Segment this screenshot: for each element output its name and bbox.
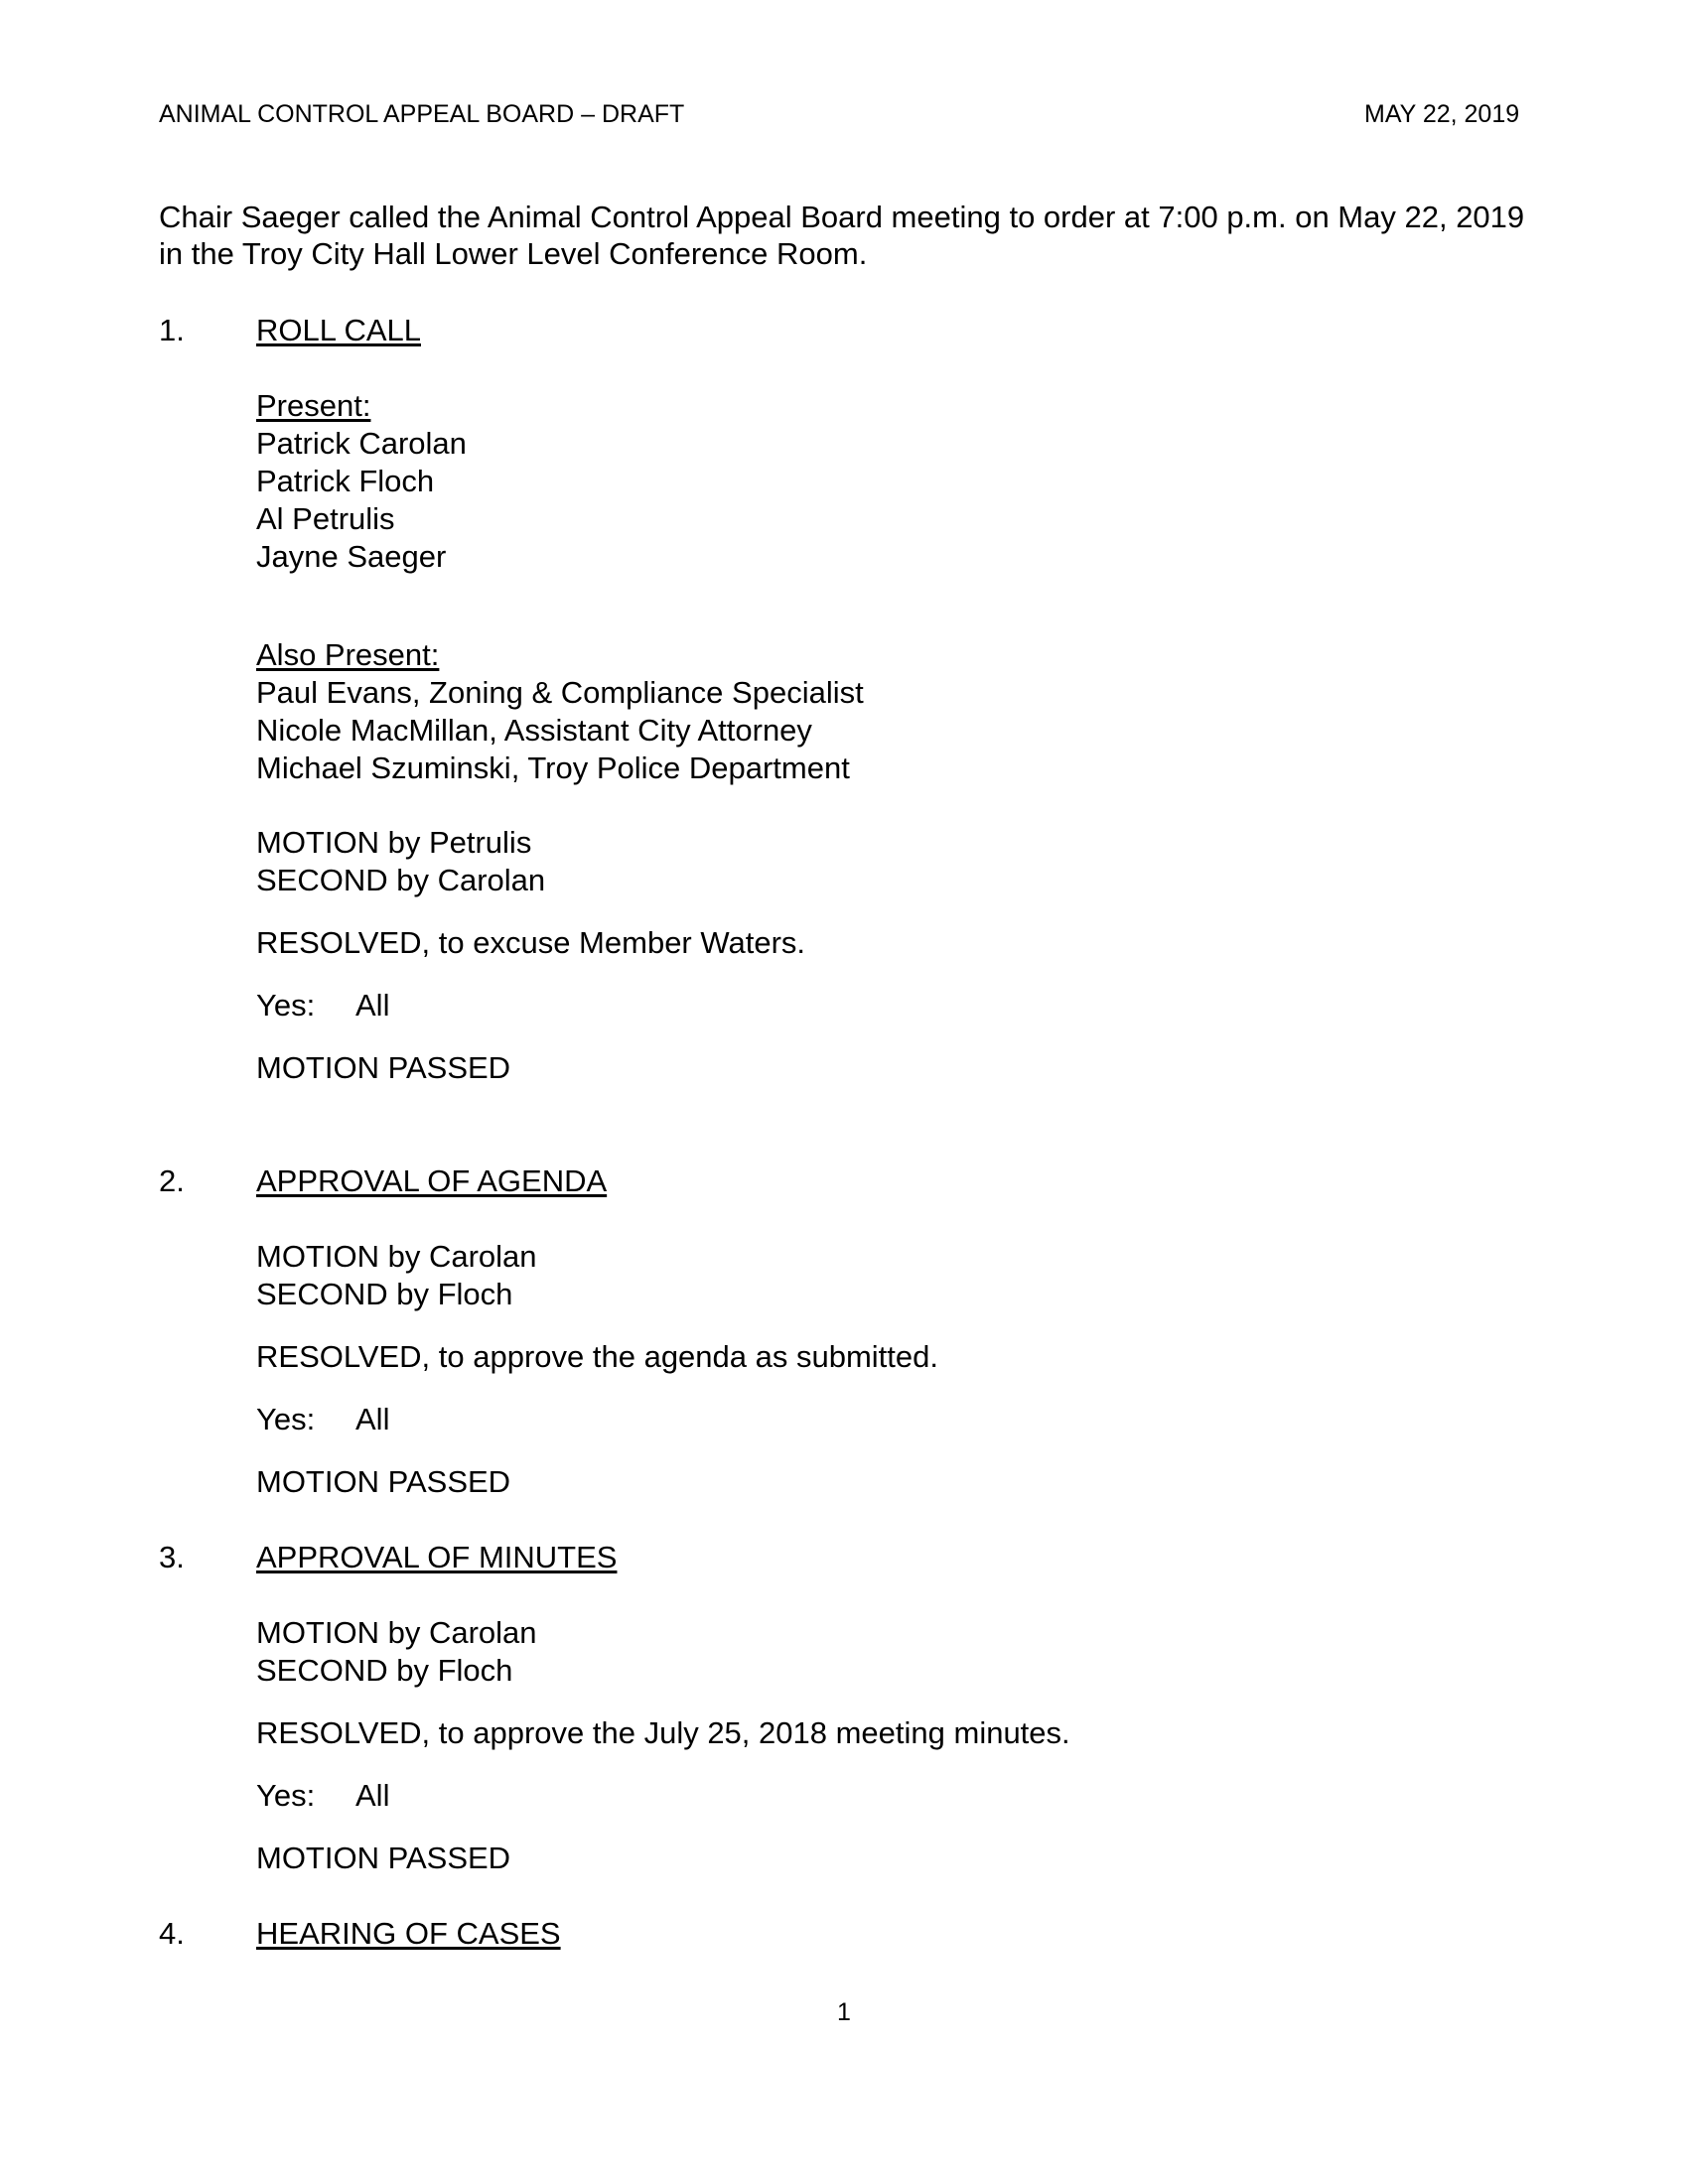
- section-number: 2.: [159, 1163, 185, 1198]
- motion-result: MOTION PASSED: [256, 1841, 511, 1875]
- page-number: 1: [837, 1998, 851, 2026]
- attendee-name: Patrick Floch: [256, 464, 435, 498]
- attendee-name: Jayne Saeger: [256, 539, 447, 574]
- attendee-name: Patrick Carolan: [256, 426, 467, 461]
- motion-by: MOTION by Petrulis: [256, 825, 532, 860]
- intro-paragraph: [159, 199, 1569, 272]
- vote-label: Yes:: [256, 1402, 316, 1436]
- resolution-text: RESOLVED, to approve the July 25, 2018 meeting minutes.: [256, 1715, 1070, 1750]
- vote-line: [256, 987, 389, 1024]
- vote-label: Yes:: [256, 988, 316, 1023]
- second-by: SECOND by Carolan: [256, 863, 546, 897]
- section-title-approval-of-agenda: APPROVAL OF AGENDA: [256, 1163, 608, 1198]
- second-by: SECOND by Floch: [256, 1653, 513, 1688]
- vote-line: [256, 1777, 389, 1815]
- section-number: 1.: [159, 313, 185, 347]
- motion-result: MOTION PASSED: [256, 1464, 511, 1499]
- second-by: SECOND by Floch: [256, 1277, 513, 1311]
- vote-value: All: [355, 1402, 390, 1436]
- section-number: 3.: [159, 1540, 185, 1574]
- staff-attendee: Nicole MacMillan, Assistant City Attorney: [256, 713, 812, 748]
- present-label: Present:: [256, 388, 371, 423]
- resolution-text: RESOLVED, to approve the agenda as submitted.: [256, 1339, 938, 1374]
- motion-by: MOTION by Carolan: [256, 1239, 537, 1274]
- attendee-name: Al Petrulis: [256, 501, 395, 536]
- document-header-title: ANIMAL CONTROL APPEAL BOARD – DRAFT: [159, 100, 685, 128]
- intro-line: in the Troy City Hall Lower Level Conference Room.: [159, 236, 868, 271]
- motion-by: MOTION by Carolan: [256, 1615, 537, 1650]
- vote-value: All: [355, 988, 390, 1023]
- document-header-date: MAY 22, 2019: [1364, 100, 1520, 128]
- vote-line: [256, 1401, 389, 1438]
- staff-attendee: Michael Szuminski, Troy Police Department: [256, 751, 850, 785]
- intro-line: Chair Saeger called the Animal Control Appeal Board meeting to order at 7:00 p.m. on May 22, 2019: [159, 200, 1525, 234]
- section-number: 4.: [159, 1916, 185, 1951]
- section-title-hearing-of-cases: HEARING OF CASES: [256, 1916, 561, 1951]
- vote-label: Yes:: [256, 1778, 316, 1813]
- staff-attendee: Paul Evans, Zoning & Compliance Specialist: [256, 675, 864, 710]
- vote-value: All: [355, 1778, 390, 1813]
- section-title-roll-call: ROLL CALL: [256, 313, 421, 347]
- also-present-label: Also Present:: [256, 637, 440, 672]
- motion-result: MOTION PASSED: [256, 1050, 511, 1085]
- section-title-approval-of-minutes: APPROVAL OF MINUTES: [256, 1540, 618, 1574]
- resolution-text: RESOLVED, to excuse Member Waters.: [256, 925, 806, 960]
